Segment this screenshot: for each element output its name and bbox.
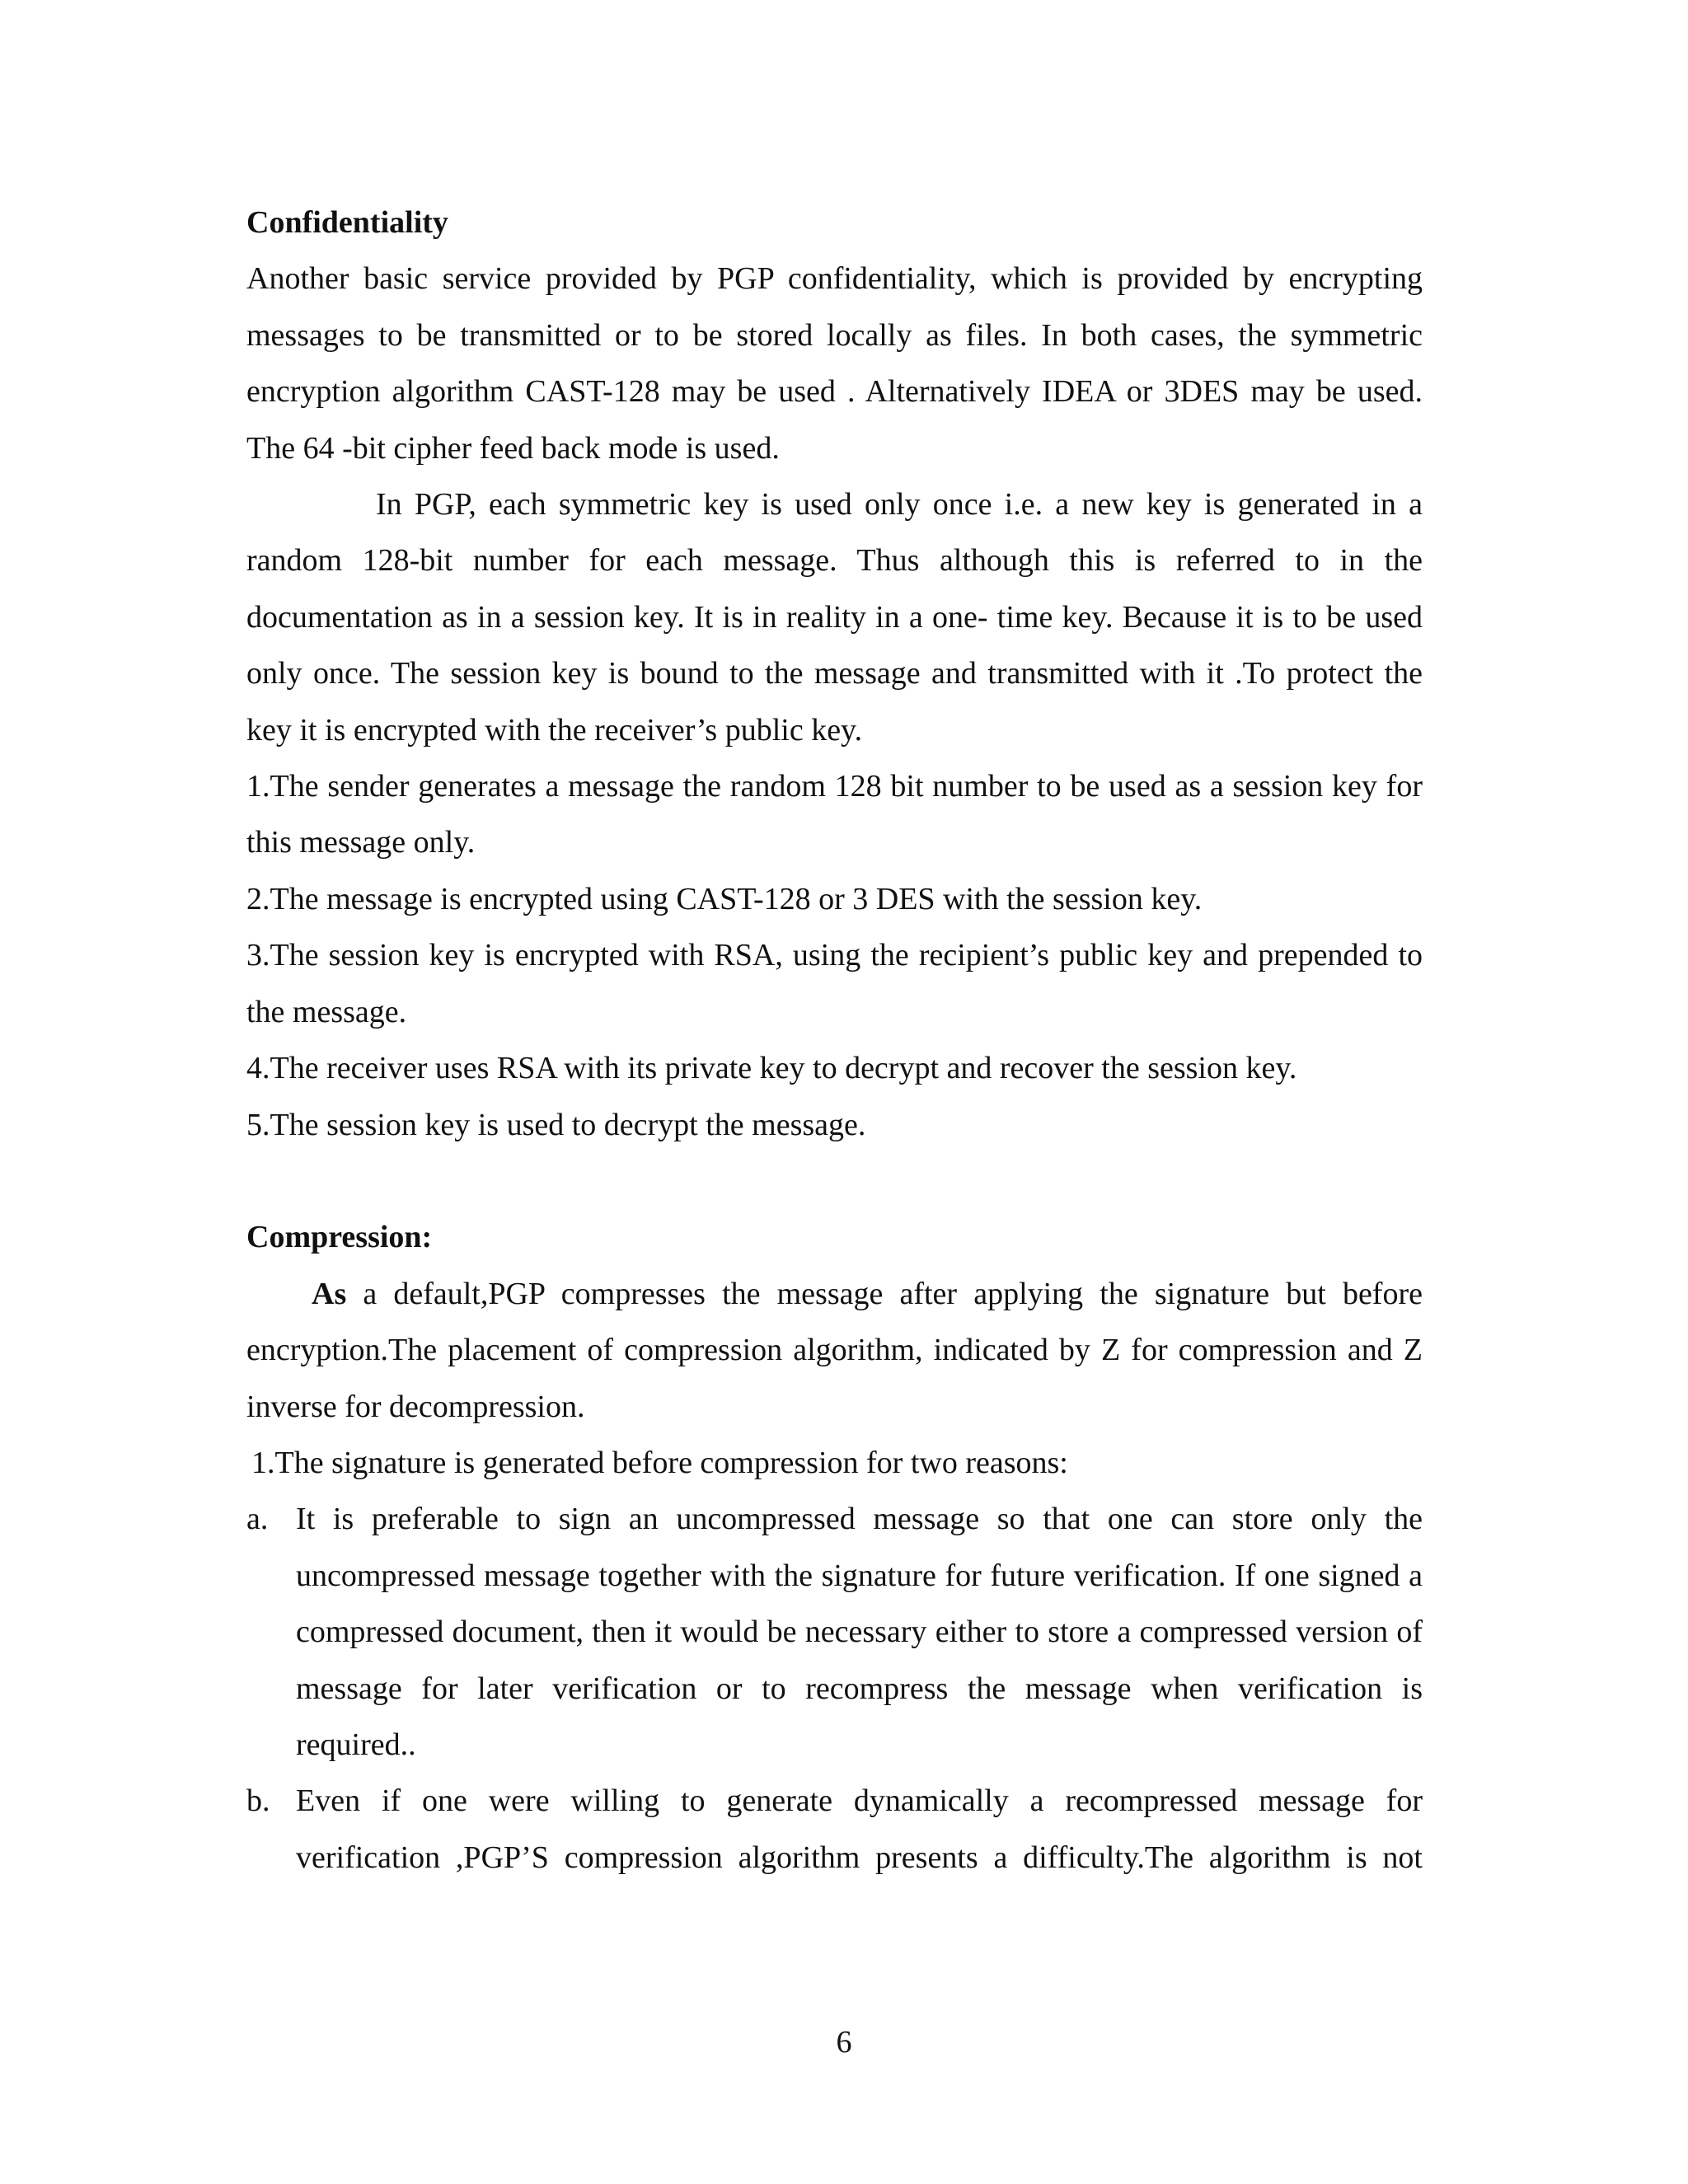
confidentiality-step-5: 5.The session key is used to decrypt the message. — [246, 1107, 866, 1142]
confidentiality-paragraph-2: In PGP, each symmetric key is used only once i.e. a new key is generated in a random 128-bit number for each message. Thus although this is referred to in the documentation as in a session key. It is in reality in a one- time key. Because it is to be used only once. The session key is bound to the message and transmitted with it .To protect the key it is encrypted with the receiver’s public key. — [246, 487, 1423, 748]
confidentiality-step-3: 3.The session key is encrypted with RSA, using the recipient’s public key and prepended to the message. — [246, 938, 1423, 1029]
list-item-text: Even if one were willing to generate dynamically a recompressed message for verification ,PGP’S compression algorithm presents a difficulty.The algorithm is not — [296, 1783, 1423, 1875]
page-number: 6 — [836, 2025, 852, 2060]
confidentiality-heading: Confidentiality — [246, 205, 448, 240]
compression-point-1: 1.The signature is generated before compression for two reasons: — [251, 1445, 1068, 1480]
compression-reasons-list — [246, 1491, 1423, 1886]
confidentiality-paragraph-1: Another basic service provided by PGP confidentiality, which is provided by encrypting messages to be transmitted or to be stored locally as files. In both cases, the symmetric encryption algorithm CAST-128 may be used . Alternatively IDEA or 3DES may be used. The 64 -bit cipher feed back mode is used. — [246, 261, 1423, 466]
section-spacer — [246, 1153, 1423, 1209]
compression-paragraph-1-text: a default,PGP compresses the message after applying the signature but before encryption.The placement of compression algorithm, indicated by Z for compression and Z inverse for decompression. — [246, 1276, 1423, 1424]
confidentiality-step-1: 1.The sender generates a message the random 128 bit number to be used as a session key for this message only. — [246, 769, 1423, 860]
list-item — [246, 1491, 1423, 1773]
confidentiality-step-4: 4.The receiver uses RSA with its private key to decrypt and recover the session key. — [246, 1051, 1297, 1086]
page-content — [246, 194, 1423, 1886]
list-marker: a. — [246, 1502, 269, 1537]
compression-paragraph-1 — [246, 1266, 1423, 1435]
confidentiality-step-2: 2.The message is encrypted using CAST-128 or 3 DES with the session key. — [246, 881, 1203, 916]
list-item — [246, 1773, 1423, 1886]
list-item-text: It is preferable to sign an uncompressed message so that one can store only the uncompressed message together with the signature for future verification. If one signed a compressed document, then it would be necessary either to store a compressed version of message for later verification or to recompress the message when verification is required.. — [296, 1502, 1423, 1762]
compression-heading: Compression: — [246, 1220, 433, 1255]
compression-lead-word: As — [312, 1276, 347, 1311]
list-marker: b. — [246, 1783, 270, 1819]
